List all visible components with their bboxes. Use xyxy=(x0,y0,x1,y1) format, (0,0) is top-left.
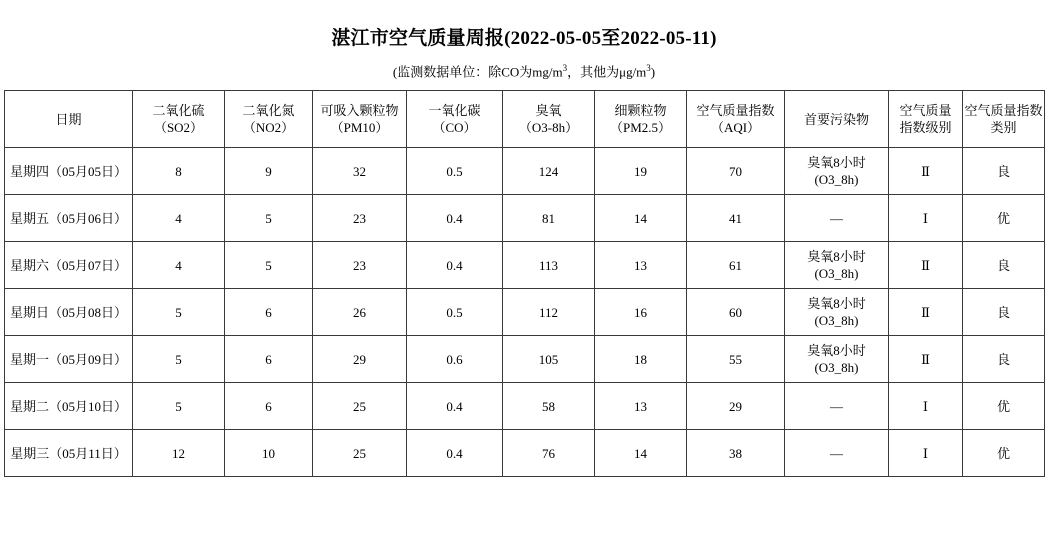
cell-o3: 105 xyxy=(503,336,595,383)
cell-primary-pollutant-line1: — xyxy=(830,210,843,226)
cell-pm25: 16 xyxy=(595,289,687,336)
units-note-sup-2: 3 xyxy=(646,63,651,73)
cell-primary-pollutant xyxy=(785,336,889,383)
cell-aqi: 60 xyxy=(687,289,785,336)
cell-no2: 5 xyxy=(225,195,313,242)
table-header xyxy=(5,91,1045,148)
cell-primary-pollutant-line2: (O3_8h) xyxy=(814,266,859,282)
cell-date: 星期三（05月11日） xyxy=(5,430,133,477)
column-header-pm25-line2: （PM2.5） xyxy=(609,120,672,136)
cell-so2: 12 xyxy=(133,430,225,477)
cell-date: 星期二（05月10日） xyxy=(5,383,133,430)
units-note-suffix: ) xyxy=(650,64,656,80)
cell-aqi: 55 xyxy=(687,336,785,383)
cell-aqi-category: 良 xyxy=(963,242,1045,289)
cell-pm25: 14 xyxy=(595,430,687,477)
column-header-no2 xyxy=(225,91,313,148)
cell-aqi-category: 良 xyxy=(963,336,1045,383)
cell-aqi-category: 优 xyxy=(963,430,1045,477)
cell-aqi-level: Ⅱ xyxy=(889,242,963,289)
cell-aqi-level: Ⅰ xyxy=(889,430,963,477)
cell-pm10: 25 xyxy=(313,383,407,430)
cell-aqi-level: Ⅰ xyxy=(889,195,963,242)
cell-aqi: 41 xyxy=(687,195,785,242)
cell-primary-pollutant-line1: — xyxy=(830,398,843,414)
table-row xyxy=(5,195,1045,242)
units-note-prefix: (监测数据单位：除CO为mg/m xyxy=(392,64,563,80)
cell-primary-pollutant xyxy=(785,289,889,336)
column-header-o3-line2: （O3-8h） xyxy=(518,120,579,136)
table-row xyxy=(5,242,1045,289)
column-header-primary-pollutant-line1: 首要污染物 xyxy=(803,111,869,127)
cell-co: 0.5 xyxy=(407,148,503,195)
cell-so2: 4 xyxy=(133,195,225,242)
cell-co: 0.4 xyxy=(407,242,503,289)
cell-pm10: 23 xyxy=(313,195,407,242)
cell-aqi-level: Ⅱ xyxy=(889,336,963,383)
cell-pm25: 13 xyxy=(595,383,687,430)
cell-date: 星期六（05月07日） xyxy=(5,242,133,289)
cell-o3: 112 xyxy=(503,289,595,336)
column-header-pm25 xyxy=(595,91,687,148)
cell-aqi: 38 xyxy=(687,430,785,477)
title-block xyxy=(0,0,1048,82)
cell-primary-pollutant-line1: 臭氧8小时 xyxy=(807,343,866,359)
units-note xyxy=(0,58,1048,82)
cell-so2: 5 xyxy=(133,383,225,430)
table-row xyxy=(5,336,1045,383)
units-note-sup-1: 3 xyxy=(562,63,568,73)
cell-pm10: 29 xyxy=(313,336,407,383)
cell-o3: 81 xyxy=(503,195,595,242)
cell-o3: 76 xyxy=(503,430,595,477)
column-header-aqi-line2: （AQI） xyxy=(710,120,761,136)
column-header-so2-line1: 二氧化硫 xyxy=(152,103,205,119)
cell-primary-pollutant xyxy=(785,242,889,289)
cell-no2: 6 xyxy=(225,336,313,383)
cell-aqi: 70 xyxy=(687,148,785,195)
cell-primary-pollutant xyxy=(785,195,889,242)
cell-o3: 113 xyxy=(503,242,595,289)
table-header-row xyxy=(5,91,1045,148)
column-header-aqi-level xyxy=(889,91,963,148)
column-header-date xyxy=(5,91,133,148)
column-header-co xyxy=(407,91,503,148)
cell-pm25: 13 xyxy=(595,242,687,289)
cell-so2: 4 xyxy=(133,242,225,289)
cell-date: 星期五（05月06日） xyxy=(5,195,133,242)
column-header-co-line2: （CO） xyxy=(432,120,477,136)
page-title: 湛江市空气质量周报(2022-05-05至2022-05-11) xyxy=(331,28,717,49)
table-body xyxy=(5,148,1045,477)
cell-aqi: 61 xyxy=(687,242,785,289)
column-header-no2-line2: （NO2） xyxy=(242,120,295,136)
cell-o3: 124 xyxy=(503,148,595,195)
column-header-aqi-level-line1: 空气质量 xyxy=(899,103,952,119)
cell-aqi-category: 优 xyxy=(963,383,1045,430)
cell-pm10: 25 xyxy=(313,430,407,477)
cell-pm25: 14 xyxy=(595,195,687,242)
column-header-primary-pollutant xyxy=(785,91,889,148)
cell-o3: 58 xyxy=(503,383,595,430)
cell-aqi-category: 优 xyxy=(963,195,1045,242)
cell-primary-pollutant-line2: (O3_8h) xyxy=(814,360,859,376)
cell-so2: 8 xyxy=(133,148,225,195)
table-container xyxy=(0,90,1048,477)
cell-no2: 6 xyxy=(225,289,313,336)
cell-aqi: 29 xyxy=(687,383,785,430)
column-header-pm10-line1: 可吸入颗粒物 xyxy=(320,103,399,119)
column-header-so2 xyxy=(133,91,225,148)
column-header-pm25-line1: 细颗粒物 xyxy=(614,103,667,119)
cell-primary-pollutant-line1: 臭氧8小时 xyxy=(807,296,866,312)
cell-pm25: 18 xyxy=(595,336,687,383)
cell-pm25: 19 xyxy=(595,148,687,195)
column-header-aqi-category xyxy=(963,91,1045,148)
column-header-pm10-line2: （PM10） xyxy=(330,120,389,136)
column-header-pm10 xyxy=(313,91,407,148)
cell-no2: 10 xyxy=(225,430,313,477)
cell-aqi-level: Ⅱ xyxy=(889,289,963,336)
cell-no2: 6 xyxy=(225,383,313,430)
cell-primary-pollutant-line1: — xyxy=(830,445,843,461)
cell-co: 0.6 xyxy=(407,336,503,383)
cell-no2: 5 xyxy=(225,242,313,289)
units-note-middle: ，其他为μg/m xyxy=(567,64,647,80)
column-header-aqi-category-line2: 类别 xyxy=(990,120,1017,136)
cell-primary-pollutant-line1: 臭氧8小时 xyxy=(807,249,866,265)
cell-so2: 5 xyxy=(133,336,225,383)
cell-primary-pollutant xyxy=(785,148,889,195)
table-row xyxy=(5,148,1045,195)
cell-so2: 5 xyxy=(133,289,225,336)
column-header-aqi-level-line2: 指数级别 xyxy=(899,120,952,136)
cell-date: 星期一（05月09日） xyxy=(5,336,133,383)
cell-aqi-level: Ⅰ xyxy=(889,383,963,430)
air-quality-table xyxy=(4,90,1045,477)
cell-no2: 9 xyxy=(225,148,313,195)
cell-pm10: 26 xyxy=(313,289,407,336)
cell-primary-pollutant xyxy=(785,430,889,477)
column-header-o3-line1: 臭氧 xyxy=(535,103,562,119)
cell-co: 0.5 xyxy=(407,289,503,336)
table-row xyxy=(5,383,1045,430)
cell-co: 0.4 xyxy=(407,430,503,477)
cell-primary-pollutant-line2: (O3_8h) xyxy=(814,172,859,188)
cell-primary-pollutant xyxy=(785,383,889,430)
cell-aqi-level: Ⅱ xyxy=(889,148,963,195)
cell-date: 星期四（05月05日） xyxy=(5,148,133,195)
column-header-aqi-line1: 空气质量指数 xyxy=(696,103,775,119)
cell-date: 星期日（05月08日） xyxy=(5,289,133,336)
cell-aqi-category: 良 xyxy=(963,148,1045,195)
column-header-co-line1: 一氧化碳 xyxy=(428,103,481,119)
cell-primary-pollutant-line1: 臭氧8小时 xyxy=(807,155,866,171)
column-header-o3 xyxy=(503,91,595,148)
cell-aqi-category: 良 xyxy=(963,289,1045,336)
cell-co: 0.4 xyxy=(407,383,503,430)
column-header-aqi-category-line1: 空气质量指数 xyxy=(964,103,1043,119)
table-row xyxy=(5,289,1045,336)
table-row xyxy=(5,430,1045,477)
cell-primary-pollutant-line2: (O3_8h) xyxy=(814,313,859,329)
column-header-aqi xyxy=(687,91,785,148)
cell-co: 0.4 xyxy=(407,195,503,242)
cell-pm10: 32 xyxy=(313,148,407,195)
column-header-so2-line2: （SO2） xyxy=(153,120,204,136)
column-header-date-line1: 日期 xyxy=(55,111,82,127)
cell-pm10: 23 xyxy=(313,242,407,289)
column-header-no2-line1: 二氧化氮 xyxy=(242,103,295,119)
